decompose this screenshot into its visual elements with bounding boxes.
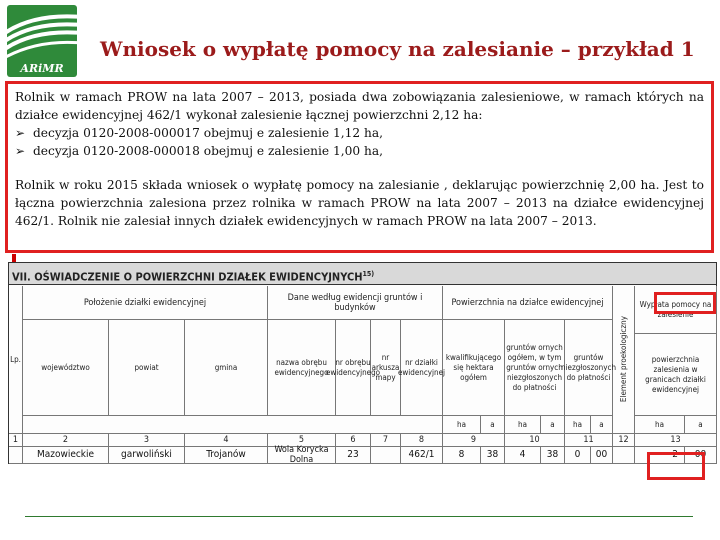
cell-orne-a: 38 xyxy=(541,447,565,464)
cell-obreb: Wola Korycka Dolna xyxy=(268,447,336,464)
section-header xyxy=(9,263,716,285)
unit-ha: ha xyxy=(443,416,481,434)
declaration-form xyxy=(8,262,717,464)
colnum: 3 xyxy=(109,434,185,447)
unit-ha: ha xyxy=(505,416,541,434)
cell-element xyxy=(613,447,635,464)
bullet-text: decyzja 0120-2008-000017 obejmuj e zalesienie 1,12 ha, xyxy=(33,126,384,140)
intro-paragraph: Rolnik w roku 2015 składa wniosek o wypłatę pomocy na zalesianie , deklarując powierzchnię 2,00 ha. Jest to łączna powierzchnia zalesiona przez rolnika w ramach PROW na lata 2007 – 2013 na działce ewidencyjnej 462/1. Rolnik nie zalesiał innych działek ewidencyjnych w ramach PROW na lata 2007 – 2013. xyxy=(15,178,704,228)
highlight-wyplata-header xyxy=(654,292,716,314)
group-area: Powierzchnia na działce ewidencyjnej xyxy=(443,286,613,320)
col-powiat: powiat xyxy=(109,320,185,416)
group-location: Położenie działki ewidencyjnej xyxy=(23,286,268,320)
col-pow-zalesienia: powierzchnia zalesienia w granicach działki ewidencyjnej xyxy=(635,334,717,416)
colnum: 10 xyxy=(505,434,565,447)
col-nr-dzialki: nr działki ewidencyjnej xyxy=(401,320,443,416)
col-obreb: nazwa obrębu ewidencyjnego xyxy=(268,320,336,416)
footer-line xyxy=(25,516,693,517)
cell-niezgl-a: 00 xyxy=(591,447,613,464)
cell-orne-ha: 4 xyxy=(505,447,541,464)
unit-ha: ha xyxy=(635,416,685,434)
cell-nr-dzialki: 462/1 xyxy=(401,447,443,464)
bullet-item xyxy=(15,124,704,142)
colnum: 8 xyxy=(401,434,443,447)
section-sup: 15) xyxy=(362,270,375,278)
row-lp xyxy=(9,447,23,464)
bullet-item xyxy=(15,142,704,160)
intro-line: Rolnik w ramach PROW na lata 2007 – 2013, posiada dwa zobowiązania zalesieniowe, w ramach których na działce ewidencyjnej 462/1 wykonał zalesienie łącznej powierzchni 2,12 ha: xyxy=(15,90,704,122)
page-title: Wniosek o wypłatę pomocy na zalesianie – przykład 1 xyxy=(100,37,695,61)
cell-zal-a: 00 xyxy=(685,447,717,464)
group-wyplata: Wypłata pomocy na zalesienie xyxy=(635,286,717,334)
highlight-zalesienie xyxy=(647,452,705,480)
cell-powiat: garwoliński xyxy=(109,447,185,464)
unit-spacer xyxy=(23,416,443,434)
red-marker xyxy=(12,254,16,262)
col-gmina: gmina xyxy=(185,320,268,416)
col-grunty-orne: gruntów ornych ogółem, w tym gruntów ornych niezgłoszonych do płatności xyxy=(505,320,565,416)
cell-nr-obrebu: 23 xyxy=(336,447,371,464)
colnum: 11 xyxy=(565,434,613,447)
unit-a: a xyxy=(481,416,505,434)
arrow-bullet-icon: ➢ xyxy=(15,144,26,158)
colnum: 2 xyxy=(23,434,109,447)
arrow-bullet-icon: ➢ xyxy=(15,126,26,140)
unit-a: a xyxy=(541,416,565,434)
colnum: 6 xyxy=(336,434,371,447)
cell-niezgl-ha: 0 xyxy=(565,447,591,464)
col-wojewodztwo: województwo xyxy=(23,320,109,416)
group-egib: Dane według ewidencji gruntów i budynków xyxy=(268,286,443,320)
col-element: Element proekologiczny xyxy=(613,286,635,434)
colnum: 9 xyxy=(443,434,505,447)
colnum: 5 xyxy=(268,434,336,447)
unit-a: a xyxy=(591,416,613,434)
colnum: 4 xyxy=(185,434,268,447)
colnum: 12 xyxy=(613,434,635,447)
col-niezgloszonych: gruntów niezgłoszonych do płatności xyxy=(565,320,613,416)
cell-kwal-a: 38 xyxy=(481,447,505,464)
colnum: 7 xyxy=(371,434,401,447)
unit-a: a xyxy=(685,416,717,434)
col-nr-obrebu: nr obrębu ewidencyjnego xyxy=(336,320,371,416)
cell-nr-arkusza xyxy=(371,447,401,464)
arimr-logo xyxy=(7,5,77,77)
bullet-text: decyzja 0120-2008-000018 obejmuj e zalesienie 1,00 ha, xyxy=(33,144,384,158)
logo-brand: ARiMR xyxy=(20,62,64,75)
cell-zal-ha: 2 xyxy=(635,447,685,464)
unit-ha: ha xyxy=(565,416,591,434)
colnum: 13 xyxy=(635,434,717,447)
colnum: 1 xyxy=(9,434,23,447)
cell-gmina: Trojanów xyxy=(185,447,268,464)
cell-wojewodztwo: Mazowieckie xyxy=(23,447,109,464)
col-kwalifikujaca: kwalifikującego się hektara ogółem xyxy=(443,320,505,416)
intro-box xyxy=(5,81,714,253)
col-lp: Lp. xyxy=(9,286,23,434)
section-title: VII. OŚWIADCZENIE O POWIERZCHNI DZIAŁEK EWIDENCYJNYCH xyxy=(12,270,363,284)
cell-kwal-ha: 8 xyxy=(443,447,481,464)
col-nr-arkusza: nr arkusza mapy xyxy=(371,320,401,416)
